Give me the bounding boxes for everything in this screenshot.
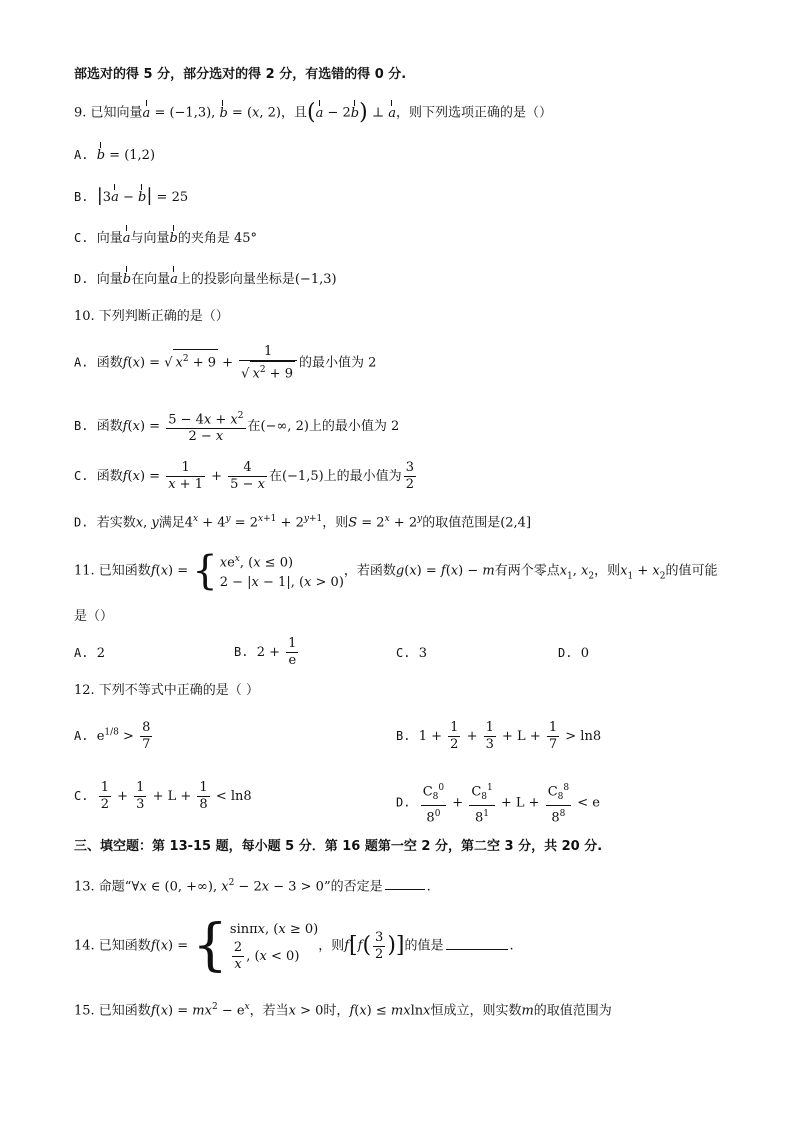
option-text: 上的最小值为 2 xyxy=(308,419,400,435)
option-text: ，则 xyxy=(322,515,349,531)
option-label: B. xyxy=(74,190,89,204)
q10-option-b[interactable]: B. 函数f(x) = $\frac{5 - 4x + x^2}{2 - x}$ 在(−∞, 2)上的最小值为 2 xyxy=(74,408,399,445)
option-label: A. xyxy=(74,355,89,370)
q9-option-b[interactable]: B. |3a − b| = 25 xyxy=(74,185,189,206)
question-10-stem: 10. 下列判断正确的是（） xyxy=(74,309,229,324)
question-13: 13. 命题“∀x ∈ (0, +∞), $x^2 - 2x - 3 > 0$”的否定是 . xyxy=(74,878,431,895)
q15-suffix: 的取值范围为 xyxy=(533,1003,612,1019)
q11-option-a[interactable] xyxy=(74,646,105,661)
option-label: D. xyxy=(74,515,89,530)
q12-option-b[interactable]: B. 1 + $\frac{1}{2}$ + $\frac{1}{3}$ + L + $\frac{1}{7}$ > ln8 xyxy=(396,720,602,752)
q11-option-b[interactable]: B. 2 + $\frac{1}{e}$ xyxy=(234,636,297,668)
option-label: D. xyxy=(74,272,89,286)
q11-stem-continued: 是（） xyxy=(74,609,114,624)
q12-option-a[interactable]: A. $e^{1/8}$ > $\frac{8}{7}$ xyxy=(74,720,151,752)
option-text: 与向量 xyxy=(130,231,170,246)
q9-option-a[interactable]: A. b = (1,2) xyxy=(74,148,156,163)
option-label: A. xyxy=(74,646,89,660)
option-text: 上的最小值为 xyxy=(323,469,402,484)
q15-mid: ，若当 xyxy=(249,1003,289,1019)
option-text: 若实数 xyxy=(96,515,136,531)
option-label: D. xyxy=(396,795,411,810)
option-label: B. xyxy=(234,645,249,659)
q15-mid: 时， xyxy=(323,1003,350,1019)
option-text: 3 xyxy=(418,646,427,661)
option-text: 函数 xyxy=(96,355,123,371)
q10-option-d[interactable]: D. 若实数x, y满足$4^x + 4^y = 2^{x+1} + 2^{y+1}$，则$S = 2^x + 2^y$的取值范围是(2,4] xyxy=(74,514,532,531)
question-15: 15. 已知函数$f(x) = mx^2 - e^x$，若当x > 0时，f(x) ≤ mxlnx恒成立，则实数m的取值范围为 xyxy=(74,1002,612,1019)
answer-blank[interactable] xyxy=(385,877,425,890)
option-label: D. xyxy=(558,646,573,660)
option-label: B. xyxy=(396,729,411,743)
q11-stem-mid: ，若函数 xyxy=(343,563,396,579)
option-text: 0 xyxy=(580,646,589,661)
q15-mid: 恒成立，则实数 xyxy=(430,1003,522,1019)
option-text: 的取值范围是 xyxy=(422,515,501,531)
option-text: 在 xyxy=(268,469,282,484)
q9-option-d[interactable]: D. 向量b在向量a上的投影向量坐标是(−1,3) xyxy=(74,272,337,287)
scoring-note: 部选对的得 5 分，部分选对的得 2 分，有选错的得 0 分. xyxy=(74,67,407,82)
q9-option-c[interactable]: C. 向量a与向量b的夹角是 45° xyxy=(74,231,258,246)
option-label: C. xyxy=(74,789,89,803)
option-text: 在向量 xyxy=(131,272,171,287)
q11-stem-mid: 有两个零点 xyxy=(494,563,560,579)
option-text: 函数 xyxy=(96,469,123,484)
q14-prefix: 14. 已知函数 xyxy=(74,938,151,954)
option-text: 在 xyxy=(247,419,261,435)
q11-stem-mid: ，则 xyxy=(594,563,621,579)
option-label: C. xyxy=(74,231,89,245)
q10-option-c[interactable]: C. 函数f(x) = $\frac{1}{x + 1}$ + $\frac{4}{5 - x}$ 在(−1,5)上的最小值为 $\frac{3}{2}$ xyxy=(74,460,414,492)
question-11-stem: 11. 已知函数f(x) = { $xe^x$, (x ≤ 0) 2 − |x − 1|, (x > 0) ，若函数g(x) = f(x) − m有两个零点$x_1$, $x_2$，则$x_1 + x_2$的值可能 xyxy=(74,548,718,595)
option-label: A. xyxy=(74,729,89,743)
answer-blank[interactable] xyxy=(446,937,508,950)
q14-suffix: 的值是 xyxy=(404,938,444,954)
q11-stem-suffix: 的值可能 xyxy=(665,563,718,579)
q9-stem-suffix: ，则下列选项正确的是（） xyxy=(395,105,552,121)
question-9-stem: 9. 已知向量a = (−1,3), b = (x, 2)，且(a − 2b) ⊥ a，则下列选项正确的是（） xyxy=(74,100,552,125)
q11-option-d[interactable] xyxy=(558,646,589,661)
option-text: 上的投影向量坐标是 xyxy=(177,272,295,287)
question-14: 14. 已知函数f(x) = { sinπx, (x ≥ 0) $\frac{2}{x}$ , (x < 0) ，则f[f( $\frac{3}{2}$ )]的值是 . xyxy=(74,913,514,978)
option-text: 函数 xyxy=(96,419,123,435)
q14-mid: ，则 xyxy=(318,938,345,954)
option-text: 满足 xyxy=(158,515,185,531)
q13-prefix: 13. 命题“ xyxy=(74,879,132,895)
option-text: 的最小值为 2 xyxy=(298,355,377,371)
q9-stem-prefix: 9. 已知向量 xyxy=(74,105,143,121)
q10-option-a[interactable]: A. 函数f(x) = √ $x^2 + 9$ + $\frac{1}{√ x^2 + 9}$ 的最小值为 2 xyxy=(74,344,377,382)
q15-prefix: 15. 已知函数 xyxy=(74,1003,151,1019)
q13-end: . xyxy=(426,879,431,895)
q11-option-c[interactable] xyxy=(396,646,427,661)
q11-stem-prefix: 11. 已知函数 xyxy=(74,563,151,579)
option-label: A. xyxy=(74,148,89,162)
option-text: 的夹角是 45° xyxy=(177,231,258,246)
option-text: 向量 xyxy=(96,272,123,287)
q12-option-c[interactable]: C. $\frac{1}{2}$ + $\frac{1}{3}$ + L + $\frac{1}{8}$ < ln8 xyxy=(74,780,252,812)
option-label: B. xyxy=(74,419,89,434)
option-text: 2 xyxy=(96,646,105,661)
q12-option-d[interactable]: D. $\frac{C_8^0}{8^0}$ + $\frac{C_8^1}{8^1}$ + L + $\frac{C_8^8}{8^8}$ < e xyxy=(396,780,600,826)
q14-end: . xyxy=(509,938,514,954)
option-label: C. xyxy=(74,469,89,483)
q13-suffix: ”的否定是 xyxy=(323,879,383,895)
q9-stem-mid: ，且 xyxy=(280,105,307,121)
option-text: 向量 xyxy=(96,231,123,246)
section-3-heading: 三、填空题：第 13-15 题，每小题 5 分．第 16 题第一空 2 分，第二空 3 分，共 20 分. xyxy=(74,839,603,854)
question-12-stem: 12. 下列不等式中正确的是（ ） xyxy=(74,683,259,698)
option-label: C. xyxy=(396,646,411,660)
